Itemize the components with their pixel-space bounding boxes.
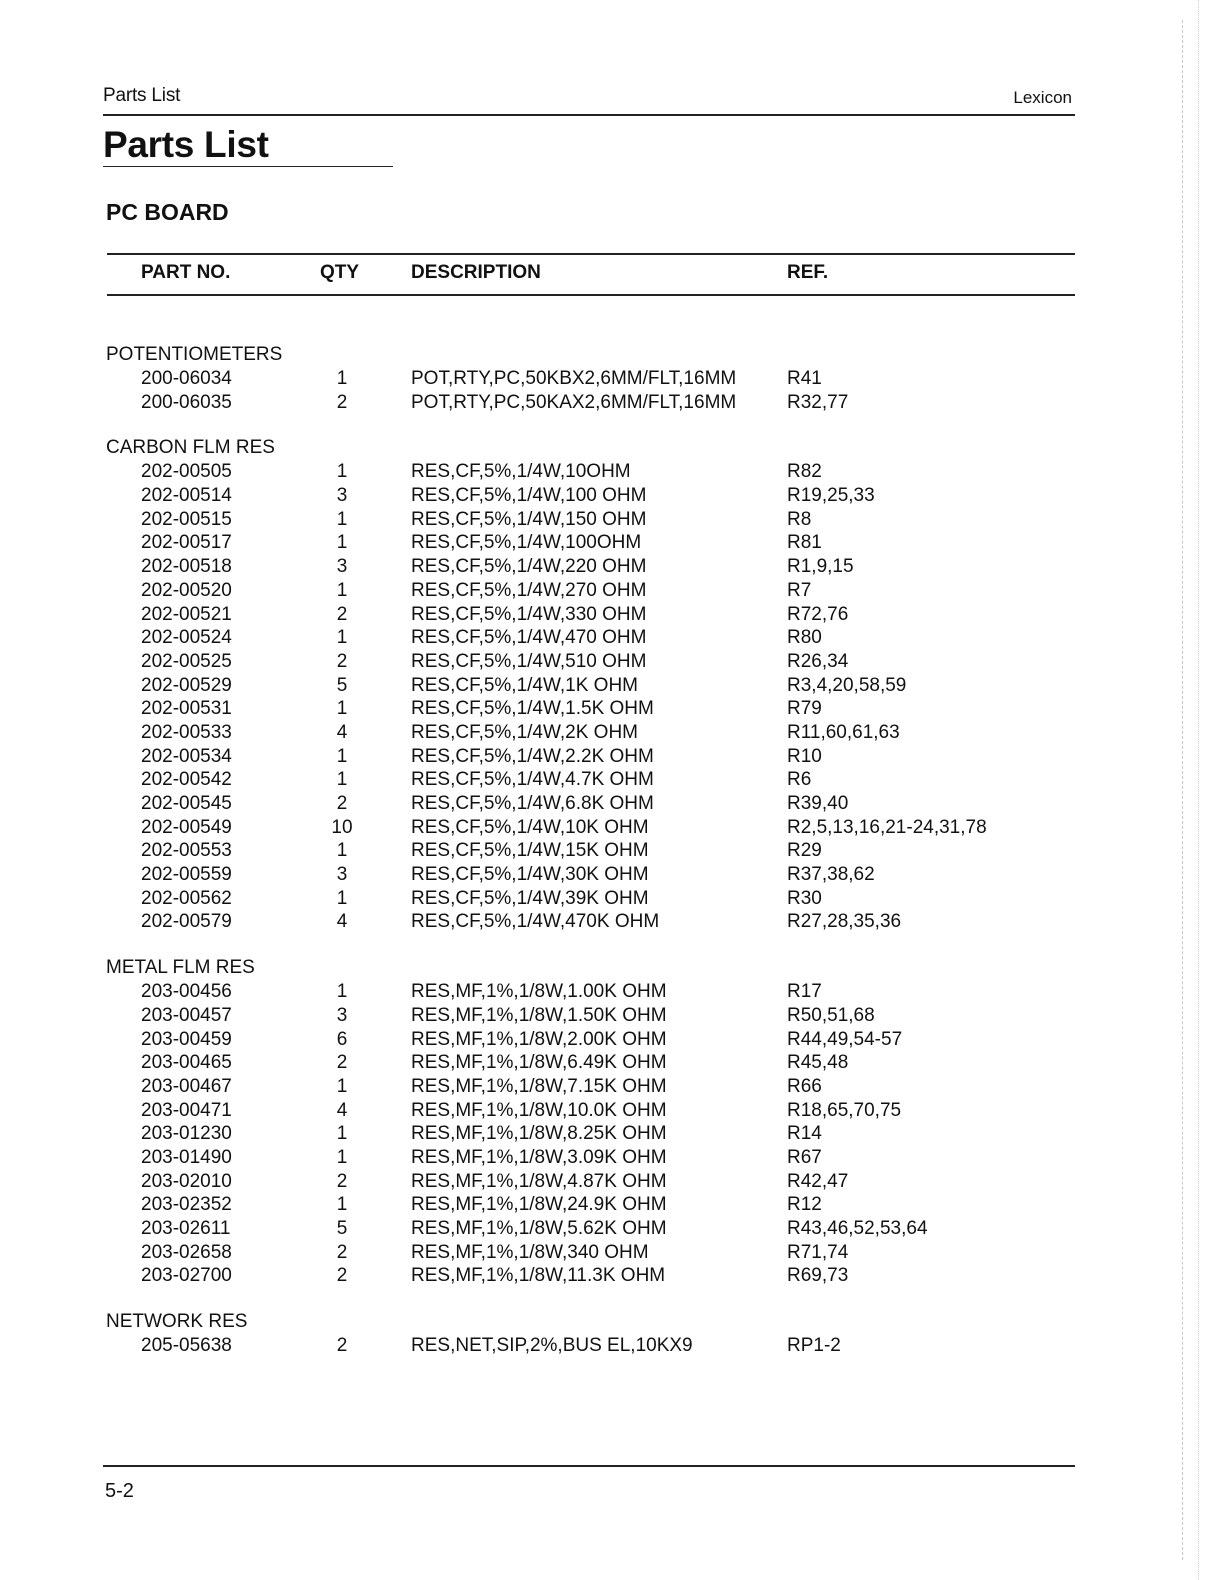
ref-cell: R1,9,15 xyxy=(787,556,854,578)
part-number-cell: 203-02658 xyxy=(141,1241,232,1263)
description-cell: RES,MF,1%,1/8W,3.09K OHM xyxy=(411,1146,667,1168)
part-number-cell: 202-00515 xyxy=(141,508,232,530)
description-cell: RES,MF,1%,1/8W,4.87K OHM xyxy=(411,1170,667,1192)
part-number-cell: 202-00542 xyxy=(141,769,232,791)
table-row xyxy=(0,484,1222,508)
qty-cell: 4 xyxy=(336,1099,348,1121)
table-row xyxy=(0,1334,1222,1358)
description-cell: RES,CF,5%,1/4W,1.5K OHM xyxy=(411,698,654,720)
table-row xyxy=(0,650,1222,674)
ref-cell: R79 xyxy=(787,698,822,720)
ref-cell: R11,60,61,63 xyxy=(787,721,900,743)
ref-cell: R3,4,20,58,59 xyxy=(787,674,907,696)
qty-cell: 2 xyxy=(336,1265,348,1287)
qty-cell: 1 xyxy=(336,1075,348,1097)
part-number-cell: 202-00521 xyxy=(141,603,232,625)
qty-cell: 5 xyxy=(336,674,348,696)
qty-cell: 1 xyxy=(336,887,348,909)
column-header-part-no: PART NO. xyxy=(141,262,231,283)
table-row xyxy=(0,910,1222,934)
qty-cell: 1 xyxy=(336,579,348,601)
ref-cell: R26,34 xyxy=(787,650,849,672)
page-title: Parts List xyxy=(103,124,269,165)
qty-cell: 1 xyxy=(336,508,348,530)
description-cell: RES,CF,5%,1/4W,510 OHM xyxy=(411,650,647,672)
description-cell: RES,CF,5%,1/4W,220 OHM xyxy=(411,556,647,578)
table-row xyxy=(0,792,1222,816)
running-header-brand: Lexicon xyxy=(1013,88,1072,107)
qty-cell: 1 xyxy=(336,1146,348,1168)
section-title: PC BOARD xyxy=(106,199,229,225)
table-row xyxy=(0,1051,1222,1075)
table-row xyxy=(0,367,1222,391)
ref-cell: R45,48 xyxy=(787,1052,849,1074)
ref-cell: R42,47 xyxy=(787,1170,849,1192)
table-row xyxy=(0,1099,1222,1123)
description-cell: RES,NET,SIP,2%,BUS EL,10KX9 xyxy=(411,1335,693,1357)
column-header-qty: QTY xyxy=(320,262,360,283)
qty-cell: 3 xyxy=(336,1004,348,1026)
table-row xyxy=(0,1193,1222,1217)
table-row xyxy=(0,816,1222,840)
part-number-cell: 202-00529 xyxy=(141,674,232,696)
ref-cell: R30 xyxy=(787,887,822,909)
footer-rule xyxy=(103,1465,1075,1467)
qty-cell: 10 xyxy=(331,816,353,838)
qty-cell: 2 xyxy=(336,1052,348,1074)
ref-cell: R14 xyxy=(787,1123,822,1145)
ref-cell: RP1-2 xyxy=(787,1335,841,1357)
description-cell: RES,CF,5%,1/4W,30K OHM xyxy=(411,864,649,886)
qty-cell: 1 xyxy=(336,698,348,720)
group-label: CARBON FLM RES xyxy=(106,437,275,459)
table-row xyxy=(0,579,1222,603)
table-row xyxy=(0,1241,1222,1265)
part-number-cell: 203-00465 xyxy=(141,1052,232,1074)
table-row xyxy=(0,1122,1222,1146)
description-cell: RES,CF,5%,1/4W,10K OHM xyxy=(411,816,649,838)
part-number-cell: 200-06035 xyxy=(141,391,232,413)
qty-cell: 2 xyxy=(336,793,348,814)
description-cell: RES,CF,5%,1/4W,2K OHM xyxy=(411,721,639,743)
ref-cell: R19,25,33 xyxy=(787,485,875,507)
title-rule xyxy=(103,166,393,167)
ref-cell: R71,74 xyxy=(787,1241,849,1263)
ref-cell: R10 xyxy=(787,745,822,767)
description-cell: RES,CF,5%,1/4W,470K OHM xyxy=(411,911,660,933)
part-number-cell: 203-02352 xyxy=(141,1194,232,1216)
table-row xyxy=(0,1264,1222,1288)
qty-cell: 1 xyxy=(336,1123,348,1145)
qty-cell: 4 xyxy=(336,911,348,933)
part-number-cell: 202-00553 xyxy=(141,840,232,862)
part-number-cell: 203-00471 xyxy=(141,1099,232,1121)
group-spacer xyxy=(0,1288,1222,1310)
table-row xyxy=(0,508,1222,532)
part-number-cell: 202-00531 xyxy=(141,698,232,720)
ref-cell: R81 xyxy=(787,532,822,554)
table-row xyxy=(0,1004,1222,1028)
description-cell: RES,MF,1%,1/8W,7.15K OHM xyxy=(411,1075,667,1097)
ref-cell: R29 xyxy=(787,840,822,862)
table-row xyxy=(0,745,1222,769)
table-header-rule-bottom xyxy=(107,294,1075,296)
qty-cell: 2 xyxy=(336,650,348,672)
table-row xyxy=(0,1217,1222,1241)
qty-cell: 3 xyxy=(336,864,348,886)
qty-cell: 5 xyxy=(336,1218,348,1239)
table-row xyxy=(0,768,1222,792)
ref-cell: R66 xyxy=(787,1075,822,1097)
ref-cell: R7 xyxy=(787,579,812,601)
ref-cell: R43,46,52,53,64 xyxy=(787,1218,928,1239)
table-row xyxy=(0,1146,1222,1170)
table-row xyxy=(0,626,1222,650)
qty-cell: 6 xyxy=(336,1028,348,1050)
qty-cell: 3 xyxy=(336,485,348,507)
ref-cell: R80 xyxy=(787,627,822,649)
part-number-cell: 202-00559 xyxy=(141,864,232,886)
table-row xyxy=(0,603,1222,627)
description-cell: RES,MF,1%,1/8W,340 OHM xyxy=(411,1241,649,1263)
group-spacer xyxy=(0,414,1222,436)
description-cell: RES,CF,5%,1/4W,15K OHM xyxy=(411,840,649,862)
running-header-title: Parts List xyxy=(103,85,181,106)
ref-cell: R12 xyxy=(787,1194,822,1216)
qty-cell: 1 xyxy=(336,461,348,483)
table-row xyxy=(0,1075,1222,1099)
table-row xyxy=(0,674,1222,698)
description-cell: RES,MF,1%,1/8W,2.00K OHM xyxy=(411,1028,667,1050)
group-label: NETWORK RES xyxy=(106,1311,248,1333)
description-cell: RES,CF,5%,1/4W,270 OHM xyxy=(411,579,647,601)
ref-cell: R32,77 xyxy=(787,391,849,413)
qty-cell: 2 xyxy=(336,1170,348,1192)
column-header-ref: REF. xyxy=(787,262,829,283)
qty-cell: 1 xyxy=(336,745,348,767)
ref-cell: R69,73 xyxy=(787,1265,849,1287)
qty-cell: 1 xyxy=(336,769,348,791)
part-number-cell: 205-05638 xyxy=(141,1335,232,1357)
ref-cell: R37,38,62 xyxy=(787,864,875,886)
part-number-cell: 202-00579 xyxy=(141,911,232,933)
part-number-cell: 202-00525 xyxy=(141,650,232,672)
part-number-cell: 202-00545 xyxy=(141,793,232,814)
qty-cell: 1 xyxy=(336,627,348,649)
part-number-cell: 202-00533 xyxy=(141,721,232,743)
description-cell: RES,CF,5%,1/4W,2.2K OHM xyxy=(411,745,654,767)
description-cell: POT,RTY,PC,50KAX2,6MM/FLT,16MM xyxy=(411,391,737,413)
part-number-cell: 203-00459 xyxy=(141,1028,232,1050)
header-rule xyxy=(103,114,1075,116)
table-header-rule-top xyxy=(107,253,1075,255)
column-header-description: DESCRIPTION xyxy=(411,262,541,283)
description-cell: RES,MF,1%,1/8W,8.25K OHM xyxy=(411,1123,667,1145)
part-number-cell: 202-00514 xyxy=(141,485,232,507)
table-row xyxy=(0,531,1222,555)
group-label: METAL FLM RES xyxy=(106,957,255,979)
part-number-cell: 200-06034 xyxy=(141,368,232,389)
part-number-cell: 203-02010 xyxy=(141,1170,232,1192)
description-cell: RES,MF,1%,1/8W,1.50K OHM xyxy=(411,1004,667,1026)
ref-cell: R17 xyxy=(787,981,822,1003)
ref-cell: R82 xyxy=(787,461,822,483)
table-row xyxy=(0,555,1222,579)
parts-table-body xyxy=(0,343,1222,1358)
table-row xyxy=(0,980,1222,1004)
description-cell: RES,MF,1%,1/8W,5.62K OHM xyxy=(411,1218,667,1239)
table-row xyxy=(0,1170,1222,1194)
table-row xyxy=(0,391,1222,415)
qty-cell: 1 xyxy=(336,840,348,862)
part-number-cell: 203-01490 xyxy=(141,1146,232,1168)
description-cell: RES,CF,5%,1/4W,470 OHM xyxy=(411,627,647,649)
ref-cell: R6 xyxy=(787,769,812,791)
group-label: POTENTIOMETERS xyxy=(106,344,283,365)
part-number-cell: 203-01230 xyxy=(141,1123,232,1145)
part-number-cell: 202-00520 xyxy=(141,579,232,601)
description-cell: RES,MF,1%,1/8W,6.49K OHM xyxy=(411,1052,667,1074)
page-number: 5-2 xyxy=(105,1480,134,1502)
part-number-cell: 202-00524 xyxy=(141,627,232,649)
description-cell: RES,CF,5%,1/4W,150 OHM xyxy=(411,508,647,530)
ref-cell: R39,40 xyxy=(787,793,849,814)
description-cell: RES,MF,1%,1/8W,1.00K OHM xyxy=(411,981,667,1003)
description-cell: RES,MF,1%,1/8W,11.3K OHM xyxy=(411,1265,666,1287)
description-cell: RES,CF,5%,1/4W,100 OHM xyxy=(411,485,647,507)
part-number-cell: 203-00456 xyxy=(141,981,232,1003)
qty-cell: 2 xyxy=(336,1241,348,1263)
part-number-cell: 202-00518 xyxy=(141,556,232,578)
table-row xyxy=(0,887,1222,911)
table-row xyxy=(0,1028,1222,1052)
description-cell: RES,CF,5%,1/4W,1K OHM xyxy=(411,674,639,696)
table-row xyxy=(0,863,1222,887)
description-cell: RES,CF,5%,1/4W,6.8K OHM xyxy=(411,793,654,814)
description-cell: RES,CF,5%,1/4W,4.7K OHM xyxy=(411,769,654,791)
description-cell: RES,CF,5%,1/4W,100OHM xyxy=(411,532,642,554)
part-number-cell: 203-00457 xyxy=(141,1004,232,1026)
qty-cell: 1 xyxy=(336,981,348,1003)
description-cell: RES,CF,5%,1/4W,10OHM xyxy=(411,461,631,483)
part-number-cell: 202-00534 xyxy=(141,745,232,767)
description-cell: RES,MF,1%,1/8W,24.9K OHM xyxy=(411,1194,667,1216)
ref-cell: R41 xyxy=(787,368,822,389)
qty-cell: 1 xyxy=(336,532,348,554)
table-row xyxy=(0,697,1222,721)
ref-cell: R67 xyxy=(787,1146,822,1168)
description-cell: RES,CF,5%,1/4W,39K OHM xyxy=(411,887,649,909)
qty-cell: 2 xyxy=(336,391,348,413)
description-cell: RES,MF,1%,1/8W,10.0K OHM xyxy=(411,1099,667,1121)
part-number-cell: 202-00562 xyxy=(141,887,232,909)
table-row xyxy=(0,460,1222,484)
ref-cell: R50,51,68 xyxy=(787,1004,875,1026)
qty-cell: 1 xyxy=(336,1194,348,1216)
qty-cell: 1 xyxy=(336,368,348,389)
table-row xyxy=(0,721,1222,745)
table-row xyxy=(0,839,1222,863)
part-number-cell: 202-00517 xyxy=(141,532,232,554)
description-cell: RES,CF,5%,1/4W,330 OHM xyxy=(411,603,647,625)
part-number-cell: 203-02611 xyxy=(141,1218,231,1239)
ref-cell: R2,5,13,16,21-24,31,78 xyxy=(787,816,987,838)
ref-cell: R72,76 xyxy=(787,603,849,625)
ref-cell: R8 xyxy=(787,508,812,530)
qty-cell: 2 xyxy=(336,603,348,625)
ref-cell: R27,28,35,36 xyxy=(787,911,902,933)
description-cell: POT,RTY,PC,50KBX2,6MM/FLT,16MM xyxy=(411,368,737,389)
qty-cell: 2 xyxy=(336,1335,348,1357)
qty-cell: 4 xyxy=(336,721,348,743)
ref-cell: R44,49,54-57 xyxy=(787,1028,903,1050)
qty-cell: 3 xyxy=(336,556,348,578)
part-number-cell: 203-00467 xyxy=(141,1075,232,1097)
part-number-cell: 202-00505 xyxy=(141,461,232,483)
ref-cell: R18,65,70,75 xyxy=(787,1099,902,1121)
group-spacer xyxy=(0,934,1222,956)
part-number-cell: 202-00549 xyxy=(141,816,232,838)
part-number-cell: 203-02700 xyxy=(141,1265,232,1287)
